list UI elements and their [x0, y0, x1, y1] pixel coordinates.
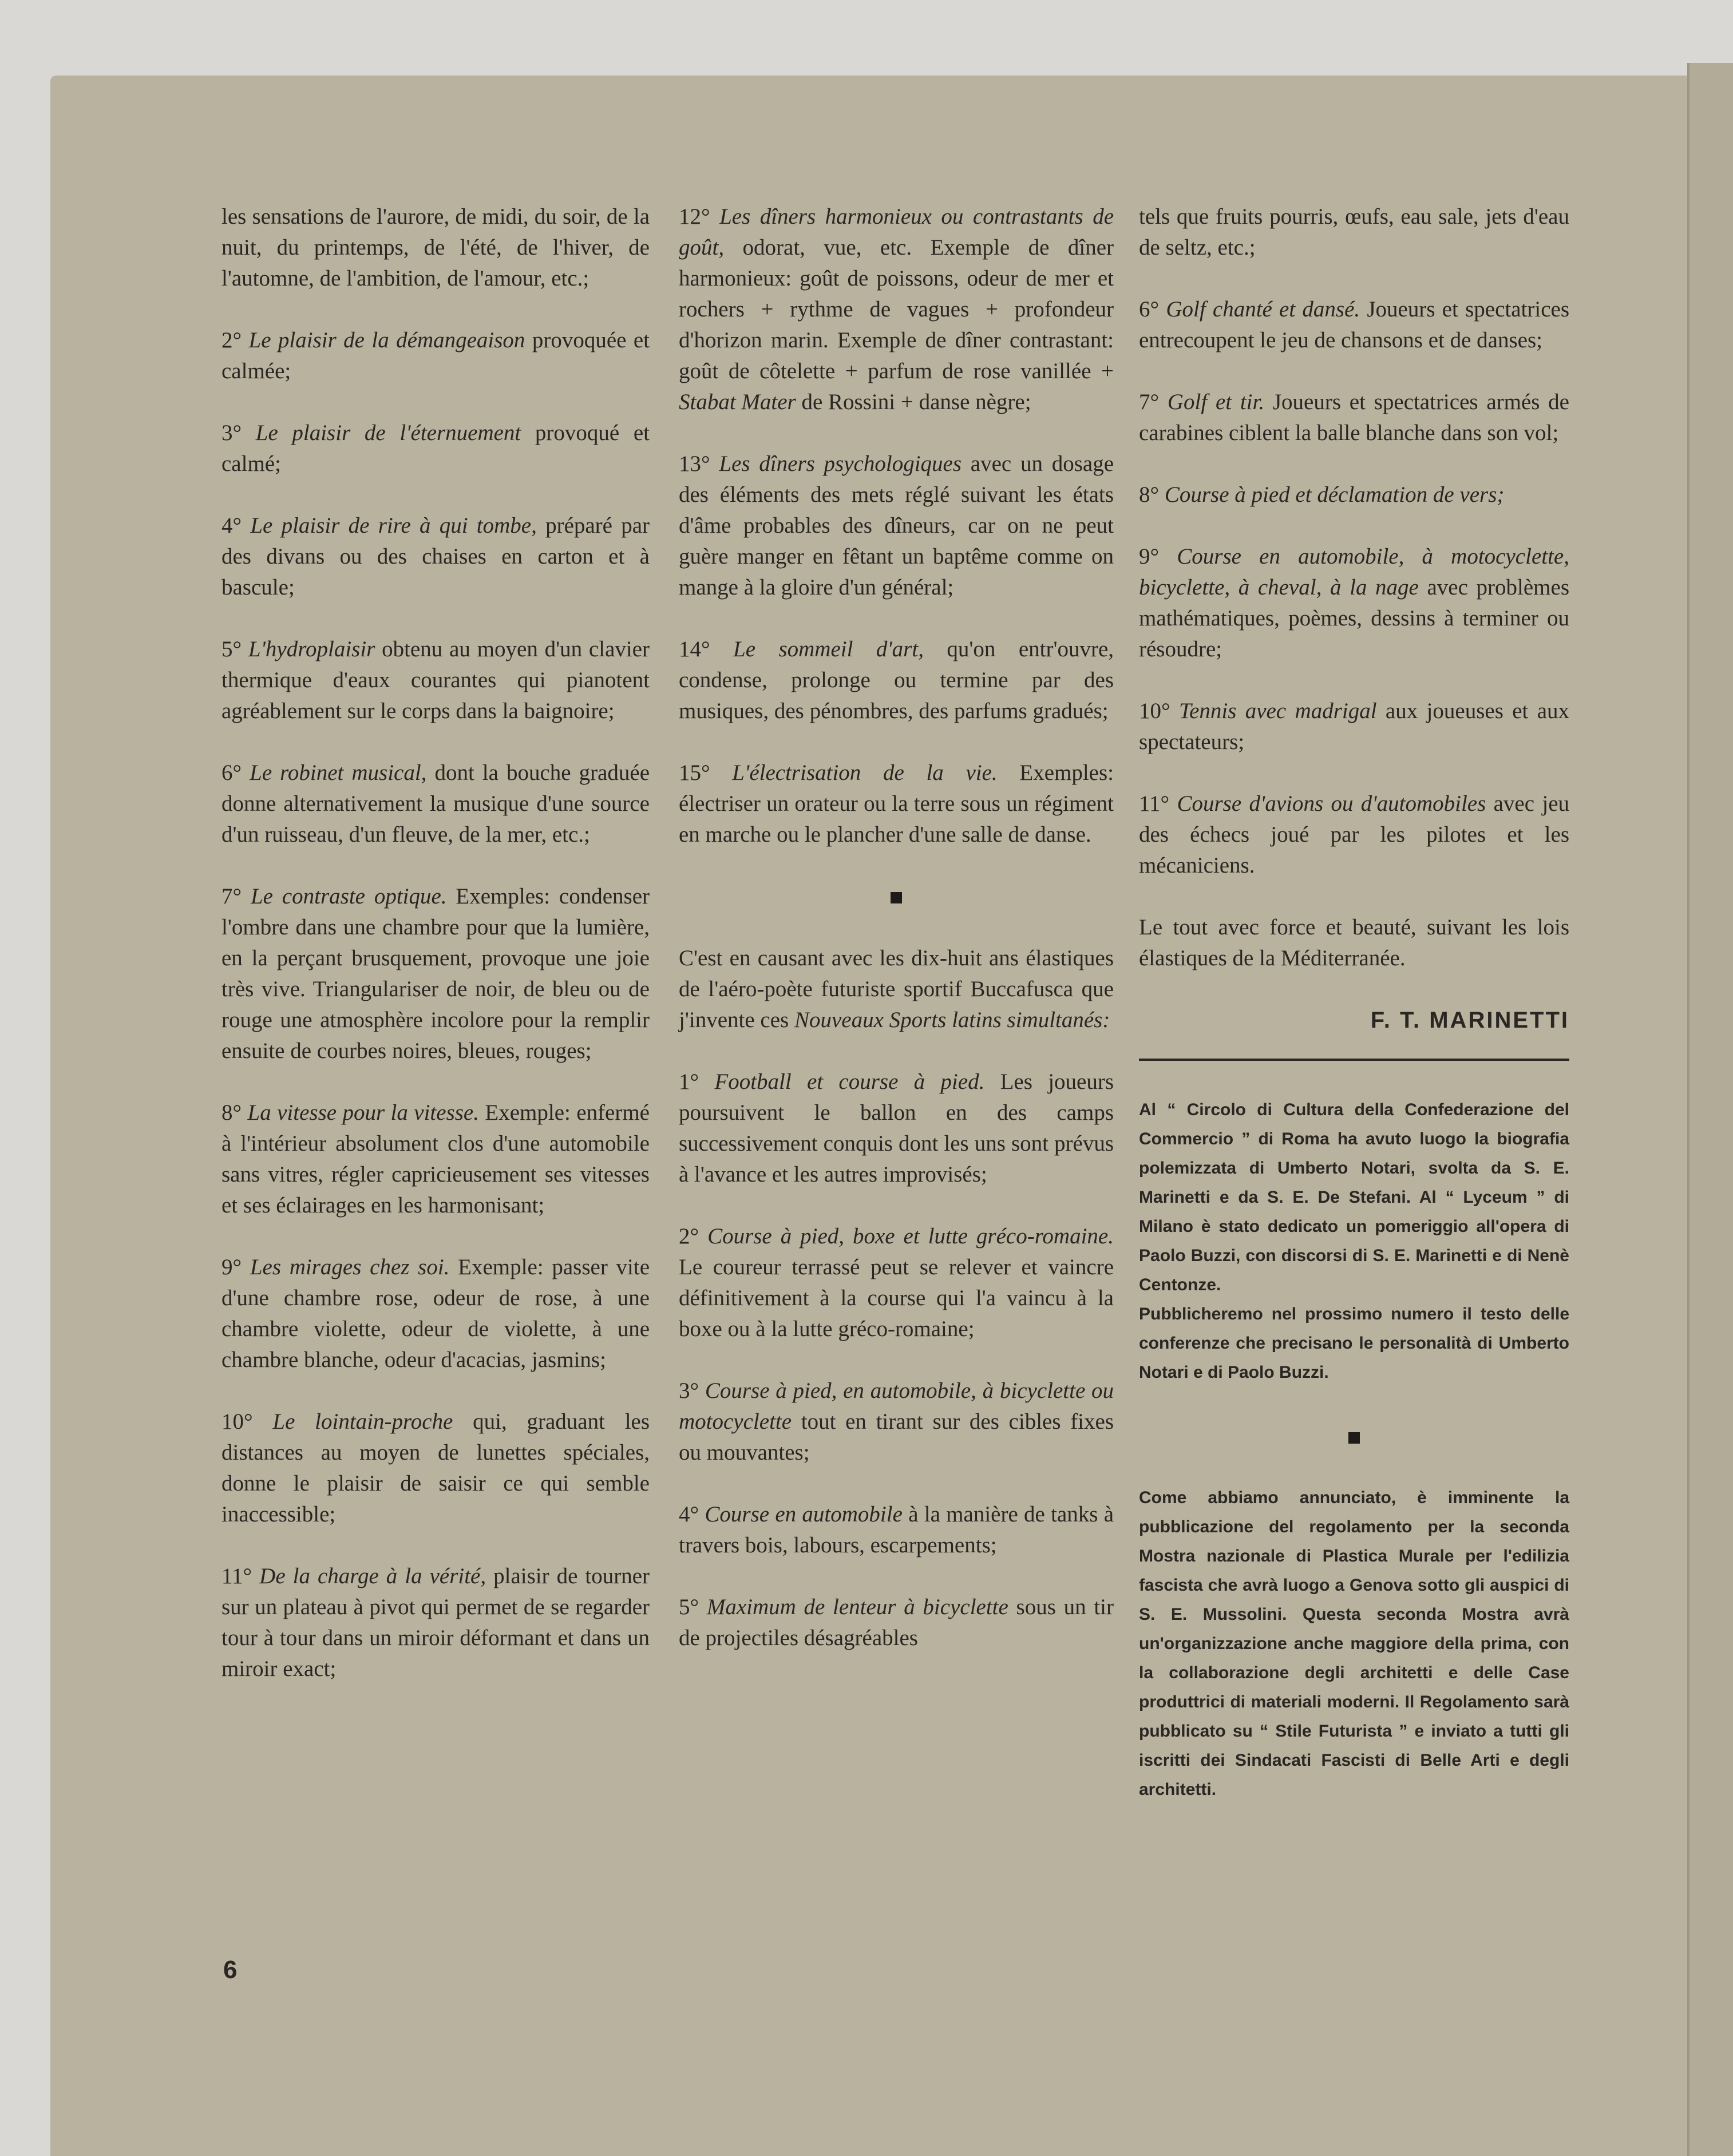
paragraph: 3° Le plaisir de l'éternuement provoqué et calmé;	[221, 421, 650, 476]
page-number: 6	[223, 1956, 238, 1984]
paragraph: 6° Le robinet musical, dont la bouche graduée donne alternativement la musique d'une source d'un ruisseau, d'un fleuve, de la mer, etc.;	[221, 760, 650, 847]
paragraph: 4° Le plaisir de rire à qui tombe, préparé par des divans ou des chaises en carton et à bascule;	[221, 513, 650, 600]
paragraph: 4° Course en automobile à la manière de tanks à travers bois, labours, escarpements;	[679, 1502, 1114, 1557]
paragraph: 14° Le sommeil d'art, qu'on entr'ouvre, condense, prolonge ou termine par des musiques, des pénombres, des parfums gradués;	[679, 637, 1114, 723]
column-2	[679, 201, 1114, 1654]
paragraph: 5° Maximum de lenteur à bicyclette sous un tir de projectiles désagréables	[679, 1595, 1114, 1650]
paragraph: 13° Les dîners psychologiques avec un dosage des éléments des mets réglé suivant les états d'âme probables des dîneurs, car on ne peut guère manger en fêtant un baptême comme on mange à la gloire d'un général;	[679, 451, 1114, 600]
author-signature: F. T. MARINETTI	[1370, 1008, 1569, 1033]
paragraph: 3° Course à pied, en automobile, à bicyclette ou motocyclette tout en tirant sur des cibles fixes ou mouvantes;	[679, 1378, 1114, 1465]
paragraph: 2° Course à pied, boxe et lutte gréco-romaine. Le coureur terrassé peut se relever et vaincre définitivement à la course qui l'a vaincu à la boxe ou à la lutte gréco-romaine;	[679, 1224, 1114, 1341]
paragraph: 1° Football et course à pied. Les joueurs poursuivent le ballon en des camps successivement conquis dont les uns sont prévus à l'avance et les autres improvisés;	[679, 1069, 1114, 1187]
horizontal-rule	[1139, 1059, 1569, 1061]
paragraph: 12° Les dîners harmonieux ou contrastants de goût, odorat, vue, etc. Exemple de dîner harmonieux: goût de poissons, odeur de mer et rochers + rythme de vagues + profondeur d'horizon marin. Exemple de dîner contrastant: goût de côtelette + parfum de rose vanillée + Stabat Mater de Rossini + danse nègre;	[679, 204, 1114, 414]
paragraph: les sensations de l'aurore, de midi, du soir, de la nuit, du printemps, de l'été, de l'hiver, de l'automne, de l'ambition, de l'amour, etc.;	[221, 204, 650, 291]
notice-conferences: Al “ Circolo di Cultura della Confederazione del Commercio ” di Roma ha avuto luogo la biografia polemizzata di Umberto Notari, svolta da S. E. Marinetti e da S. E. De Stefani. Al “ Lyceum ” di Milano è stato dedicato un pomeriggio all'opera di Paolo Buzzi, con discorsi di S. E. Marinetti e di Nenè Centonze. Pubblicheremo nel prossimo numero il testo delle conferenze che precisano le personalità di Umberto Notari e di Paolo Buzzi.	[1139, 1100, 1569, 1382]
square-bullet-icon	[891, 892, 902, 903]
next-page-edge	[1687, 63, 1733, 2156]
paragraph: 8° Course à pied et déclamation de vers;	[1139, 482, 1505, 507]
paragraph: 9° Course en automobile, à motocyclette, bicyclette, à cheval, à la nage avec problèmes mathématiques, poèmes, dessins à terminer ou résoudre;	[1139, 544, 1569, 661]
paragraph: 7° Golf et tir. Joueurs et spectatrices armés de carabines ciblent la balle blanche dans son vol;	[1139, 390, 1569, 445]
paragraph: 2° Le plaisir de la démangeaison provoquée et calmée;	[221, 328, 650, 383]
paragraph: 10° Le lointain-proche qui, graduant les distances au moyen de lunettes spéciales, donne le plaisir de saisir ce qui semble inaccessible;	[221, 1409, 650, 1527]
column-1	[221, 201, 650, 1685]
section-separator	[1139, 1421, 1569, 1452]
section-separator	[679, 881, 1114, 912]
column-3	[1139, 201, 1569, 1838]
paragraph: 10° Tennis avec madrigal aux joueuses et aux spectateurs;	[1139, 699, 1570, 754]
square-bullet-icon	[1348, 1432, 1360, 1444]
paragraph: 9° Les mirages chez soi. Exemple: passer vite d'une chambre rose, odeur de rose, à une chambre violette, odeur de violette, à une chambre blanche, odeur d'acacias, jasmins;	[221, 1255, 650, 1372]
paragraph: 15° L'électrisation de la vie. Exemples: électriser un orateur ou la terre sous un régiment en marche ou le plancher d'une salle de danse.	[679, 760, 1114, 847]
paragraph: 11° De la charge à la vérité, plaisir de tourner sur un plateau à pivot qui permet de se regarder tour à tour dans un miroir déformant et dans un miroir exact;	[221, 1564, 650, 1681]
paragraph: 11° Course d'avions ou d'automobiles avec jeu des échecs joué par les pilotes et les mécaniciens.	[1139, 791, 1570, 878]
notice-exhibition: Come abbiamo annunciato, è imminente la pubblicazione del regolamento per la seconda Mostra nazionale di Plastica Murale per l'edilizia fascista che avrà luogo a Genova sotto gli auspici di S. E. Mussolini. Questa seconda Mostra avrà un'organizzazione anche maggiore della prima, con la collaborazione degli architetti e delle Case produttrici di materiali moderni. Il Regolamento sarà pubblicato su “ Stile Futurista ” e inviato a tutti gli iscritti dei Sindacati Fascisti di Belle Arti e degli architetti.	[1139, 1488, 1569, 1799]
paragraph: 5° L'hydroplaisir obtenu au moyen d'un clavier thermique d'eaux courantes qui pianotent agréablement sur le corps dans la baignoire;	[221, 637, 650, 723]
closing-paragraph: Le tout avec force et beauté, suivant les lois élastiques de la Méditerranée.	[1139, 915, 1569, 970]
paragraph: 6° Golf chanté et dansé. Joueurs et spectatrices entrecoupent le jeu de chansons et de danses;	[1139, 297, 1569, 352]
paragraph: 7° Le contraste optique. Exemples: condenser l'ombre dans une chambre pour que la lumière, en la perçant brusquement, provoque une joie très vive. Triangulariser de noir, de bleu ou de rouge une atmosphère incolore pour la remplir ensuite de courbes noires, bleues, rouges;	[221, 884, 650, 1063]
intro-paragraph: C'est en causant avec les dix-huit ans élastiques de l'aéro-poète futuriste sportif Buccafusca que j'invente ces Nouveaux Sports latins simultanés:	[679, 946, 1114, 1032]
paragraph: tels que fruits pourris, œufs, eau sale, jets d'eau de seltz, etc.;	[1139, 204, 1569, 260]
paragraph: 8° La vitesse pour la vitesse. Exemple: enfermé à l'intérieur absolument clos d'une automobile sans vitres, régler capricieusement ses vitesses et ses éclairages en les harmonisant;	[221, 1100, 650, 1218]
